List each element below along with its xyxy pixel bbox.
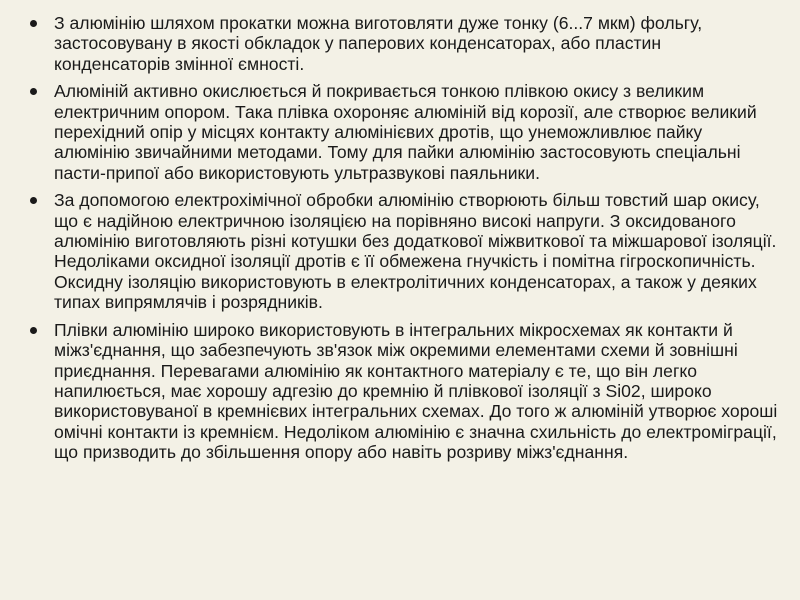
bullet-text: Алюміній активно окислюється й покривається тонкою плівкою окису з великим електричним опором. Така плівка охороняє алюміній від корозії, але створює великий перехідний опір у місцях контакту алюмінієвих дротів, що унеможливлює пайку алюмінію звичайними методами. Тому для пайки алюмінію застосовують спеціальні пасти-припої або використовують ультразвукові паяльники. — [54, 81, 757, 183]
bullet-item — [30, 190, 782, 312]
bullet-text: Плівки алюмінію широко використовують в інтегральних мікросхемах як контакти й міжз'єднання, що забезпечують зв'язок між окремими елементами схеми й зовнішні приєднання. Перевагами алюмінію як контактного матеріалу є те, що він легко напилюється, має хорошу адгезію до кремнію й плівкової ізоляції з Si02, широко використовуваної в кремнієвих інтегральних схемах. До того ж алюміній утворює хороші омічні контакти із кремнієм. Недоліком алюмінію є значна схильність до електроміграції, що призводить до збільшення опору або навіть розриву міжз'єднання. — [54, 319, 778, 463]
bullet-item — [30, 13, 782, 74]
bullet-text: За допомогою електрохімічної обробки алюмінію створюють більш товстий шар окису, що є надійною електричною ізоляцією на порівняно високі напруги. З оксидованого алюмінію виготовляють різні котушки без додаткової міжвиткової та міжшарової ізоляції. Недоліками оксидної ізоляції дротів є її обмежена гнучкість і помітна гігроскопичність. Оксидну ізоляцію використовують в електролітичних конденсаторах, а також у деяких типах випрямлячів і розрядників. — [54, 190, 777, 313]
bullet-list — [30, 13, 782, 470]
bullet-dot-icon — [30, 197, 37, 204]
bullet-dot-icon — [30, 20, 37, 27]
bullet-dot-icon — [30, 88, 37, 95]
bullet-item — [30, 320, 782, 463]
bullet-item — [30, 81, 782, 183]
bullet-dot-icon — [30, 327, 37, 334]
bullet-text: З алюмінію шляхом прокатки можна виготовляти дуже тонку (6...7 мкм) фольгу, застосовувану в якості обкладок у паперових конденсаторах, або пластин конденсаторів змінної ємності. — [54, 13, 703, 74]
